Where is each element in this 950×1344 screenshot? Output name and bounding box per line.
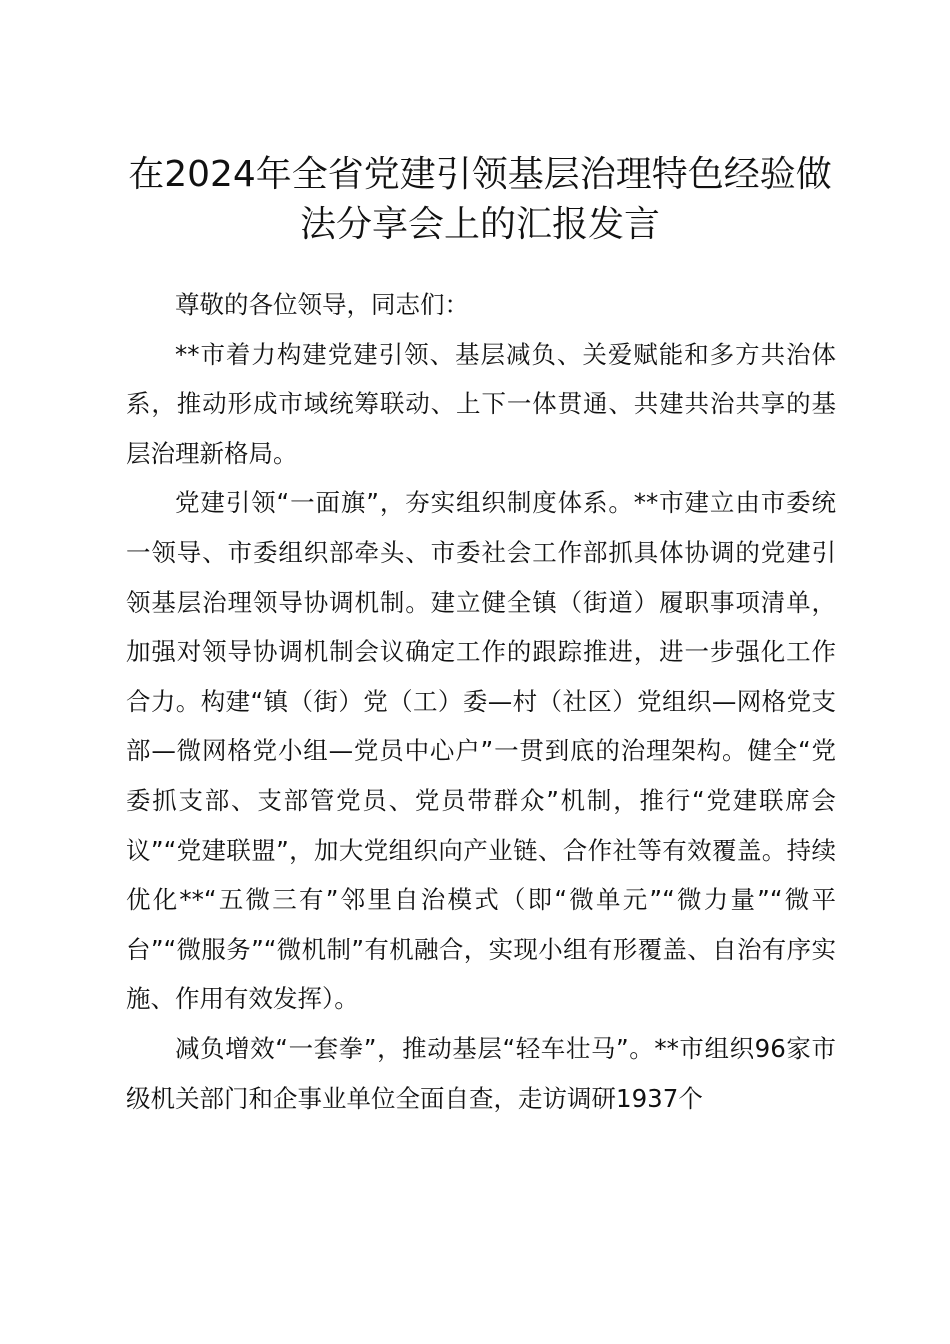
title-line-2: 法分享会上的汇报发言: [299, 204, 660, 245]
paragraph-party-leadership: 党建引领“一面旗”，夯实组织制度体系。**市建立由市委统一领导、市委组织部牵头、市委社会工作部抓具体协调的党建引领基层治理领导协调机制。建立健全镇（街道）履职事项清单，加强对领导协调机制会议确定工作的跟踪推进，进一步强化工作合力。构建“镇（街）党（工）委—村（社区）党组织—网格党支部—微网格党小组—党员中心户”一贯到底的治理架构。健全“党委抓支部、支部管党员、党员带群众”机制，推行“党建联席会议”“党建联盟”，加大党组织向产业链、合作社等有效覆盖。持续优化**“五微三有”邻里自治模式（即“微单元”“微力量”“微平台”“微服务”“微机制”有机融合，实现小组有形覆盖、自治有序实施、作用有效发挥）。: [126, 488, 836, 1014]
title-line-1: 在2024年全省党建引领基层治理特色经验做: [128, 154, 832, 195]
document-body: [126, 280, 836, 1123]
document-title: [126, 150, 834, 250]
salutation: 尊敬的各位领导，同志们：: [175, 290, 469, 319]
paragraph-burden-reduction: 减负增效“一套拳”，推动基层“轻车壮马”。**市组织96家市级机关部门和企事业单位全面自查，走访调研1937个: [126, 1033, 836, 1113]
paragraph-intro: **市着力构建党建引领、基层减负、关爱赋能和多方共治体系，推动形成市域统筹联动、上下一体贯通、共建共治共享的基层治理新格局。: [126, 339, 836, 468]
